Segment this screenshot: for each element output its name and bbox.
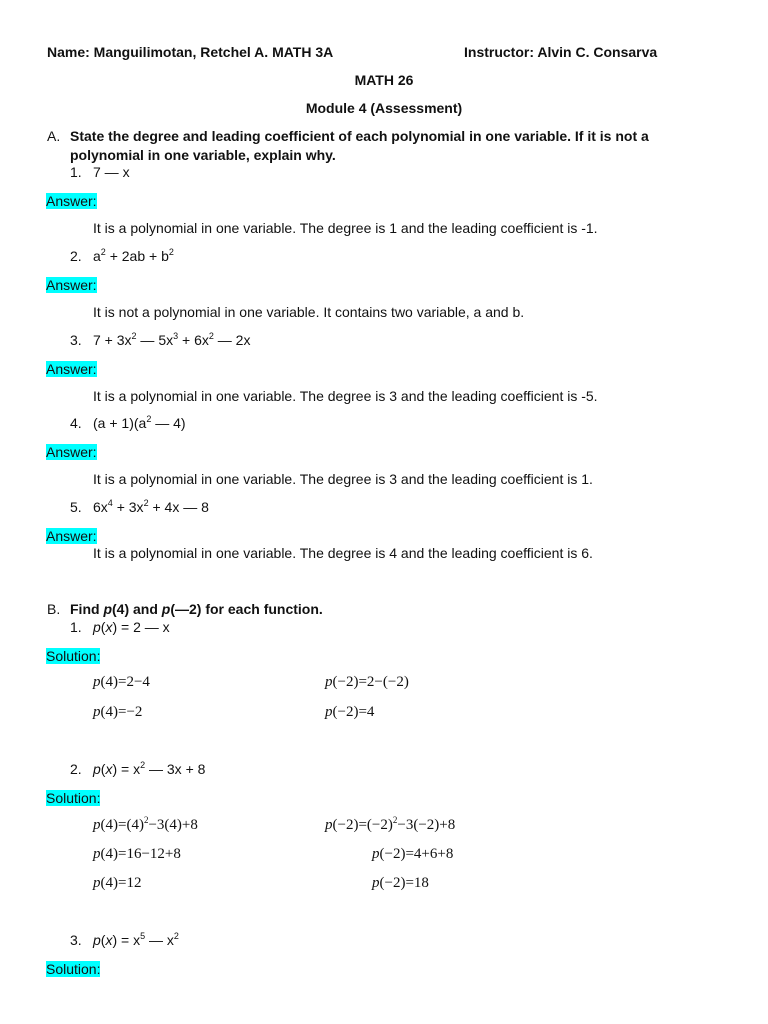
solution-step: $p(4)=(4)^2-3(4)+8$ <box>93 815 198 833</box>
solution-step: p(−2)=2−(−2) <box>325 674 409 690</box>
item-number: 4. <box>70 415 82 431</box>
solution-label: Solution: <box>46 961 101 977</box>
section-a-instruction-line2: polynomial in one variable, explain why. <box>70 147 336 163</box>
function-definition: p(x) = 2 — x <box>93 619 170 635</box>
solution-step: p(4)=−2 <box>93 704 143 720</box>
answer-label: Answer: <box>46 277 97 293</box>
solution-step: p(−2)=4 <box>325 704 375 720</box>
function-definition: $p(x) = x^2$ — 3x + 8 <box>93 760 206 777</box>
answer-label: Answer: <box>46 193 97 209</box>
polynomial-expression: $a^2 + 2ab + b^2$ <box>93 247 174 264</box>
answer-label: Answer: <box>46 444 97 460</box>
answer-text: It is a polynomial in one variable. The degree is 3 and the leading coefficient is -5. <box>93 388 598 404</box>
answer-text: It is a polynomial in one variable. The degree is 3 and the leading coefficient is 1. <box>93 471 593 487</box>
section-b-letter: B. <box>47 601 61 617</box>
instructor-line: Instructor: Alvin C. Consarva <box>464 44 658 60</box>
item-number: 2. <box>70 761 82 777</box>
item-number: 1. <box>70 619 82 635</box>
item-number: 5. <box>70 499 82 515</box>
module-title: Module 4 (Assessment) <box>305 100 463 116</box>
student-name-line: Name: Manguilimotan, Retchel A. MATH 3A <box>47 44 334 60</box>
item-number: 3. <box>70 332 82 348</box>
item-number: 2. <box>70 248 82 264</box>
answer-text: It is a polynomial in one variable. The degree is 1 and the leading coefficient is -1. <box>93 220 598 236</box>
function-definition: $p(x) = x^5$ — $x^2$ <box>93 931 179 948</box>
answer-label: Answer: <box>46 361 97 377</box>
solution-step: p(4)=2−4 <box>93 674 150 690</box>
polynomial-expression: $6x^4 + 3x^2 + 4x$ — 8 <box>93 498 209 515</box>
solution-step: p(−2)=4+6+8 <box>372 846 454 862</box>
section-a-instruction-line1: State the degree and leading coefficient of each polynomial in one variable. If it is not a <box>70 128 649 144</box>
polynomial-expression: 7 — x <box>93 164 130 180</box>
solution-step: p(4)=12 <box>93 875 142 891</box>
answer-label: Answer: <box>46 528 97 544</box>
solution-label: Solution: <box>46 790 101 806</box>
solution-label: Solution: <box>46 648 101 664</box>
answer-text: It is not a polynomial in one variable. It contains two variable, a and b. <box>93 304 525 320</box>
section-a-letter: A. <box>47 128 61 144</box>
item-number: 1. <box>70 164 82 180</box>
polynomial-expression: $(a + 1)(a^2$ — 4) <box>93 414 186 431</box>
course-title: MATH 26 <box>354 72 414 88</box>
item-number: 3. <box>70 932 82 948</box>
answer-text: It is a polynomial in one variable. The degree is 4 and the leading coefficient is 6. <box>93 545 593 561</box>
solution-step: $p(-2)=(-2)^2-3(-2)+8$ <box>325 815 456 833</box>
polynomial-expression: $7 + 3x^2$ — $5x^3 + 6x^2$ — 2x <box>93 331 251 348</box>
solution-step: p(4)=16−12+8 <box>93 846 181 862</box>
section-b-instruction: Find p(4) and p(—2) for each function. <box>70 601 323 617</box>
solution-step: p(−2)=18 <box>372 875 429 891</box>
